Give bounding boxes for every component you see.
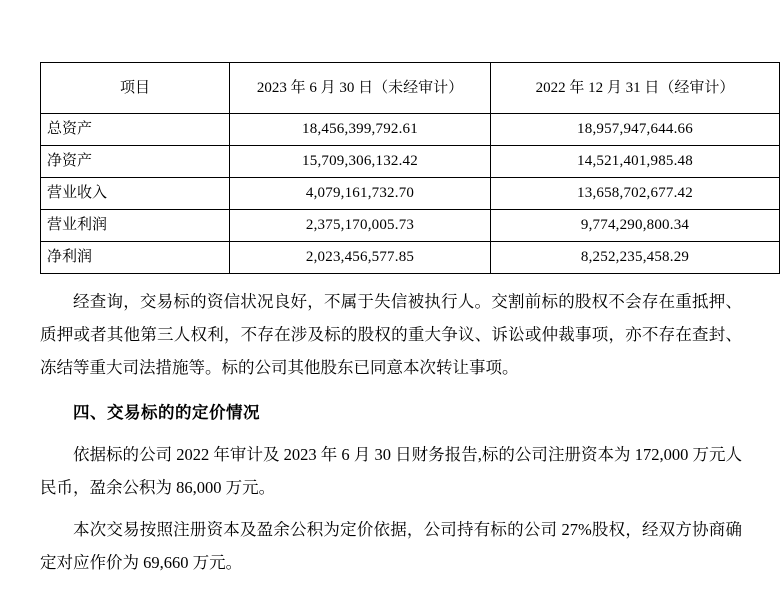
row-value-period-2: 8,252,235,458.29 [491, 242, 780, 274]
row-value-period-2: 13,658,702,677.42 [491, 178, 780, 210]
row-value-period-1: 2,375,170,005.73 [230, 210, 491, 242]
table-row [41, 178, 780, 210]
paragraph-transaction-price: 本次交易按照注册资本及盈余公积为定价依据，公司持有标的公司 27%股权，经双方协商确定对应作价为 69,660 万元。 [40, 520, 742, 572]
table-header [41, 63, 780, 114]
table-row [41, 242, 780, 274]
column-header-item: 项目 [41, 63, 230, 114]
document-page [0, 62, 782, 615]
row-value-period-1: 15,709,306,132.42 [230, 146, 491, 178]
row-label: 净资产 [41, 146, 230, 178]
row-label: 净利润 [41, 242, 230, 274]
row-value-period-2: 14,521,401,985.48 [491, 146, 780, 178]
table-row [41, 210, 780, 242]
paragraph-pricing-basis: 依据标的公司 2022 年审计及 2023 年 6 月 30 日财务报告,标的公司注册资本为 172,000 万元人民币，盈余公积为 86,000 万元。 [40, 445, 742, 497]
financial-summary-table [40, 62, 780, 274]
row-label: 营业收入 [41, 178, 230, 210]
table-row [41, 146, 780, 178]
column-header-period-2: 2022 年 12 月 31 日（经审计） [491, 63, 780, 114]
column-header-period-1: 2023 年 6 月 30 日（未经审计） [230, 63, 491, 114]
table-row [41, 114, 780, 146]
section-heading-pricing: 四、交易标的的定价情况 [73, 403, 260, 422]
row-value-period-2: 18,957,947,644.66 [491, 114, 780, 146]
row-value-period-1: 18,456,399,792.61 [230, 114, 491, 146]
paragraph-credit-status: 经查询，交易标的资信状况良好，不属于失信被执行人。交割前标的股权不会存在重抵押、质押或者其他第三人权利，不存在涉及标的股权的重大争议、诉讼或仲裁事项，亦不存在查封、冻结等重大司法措施等。标的公司其他股东已同意本次转让事项。 [40, 292, 742, 377]
table-header-row [41, 63, 780, 114]
row-label: 营业利润 [41, 210, 230, 242]
row-label: 总资产 [41, 114, 230, 146]
row-value-period-1: 2,023,456,577.85 [230, 242, 491, 274]
row-value-period-1: 4,079,161,732.70 [230, 178, 491, 210]
table-body [41, 114, 780, 274]
row-value-period-2: 9,774,290,800.34 [491, 210, 780, 242]
